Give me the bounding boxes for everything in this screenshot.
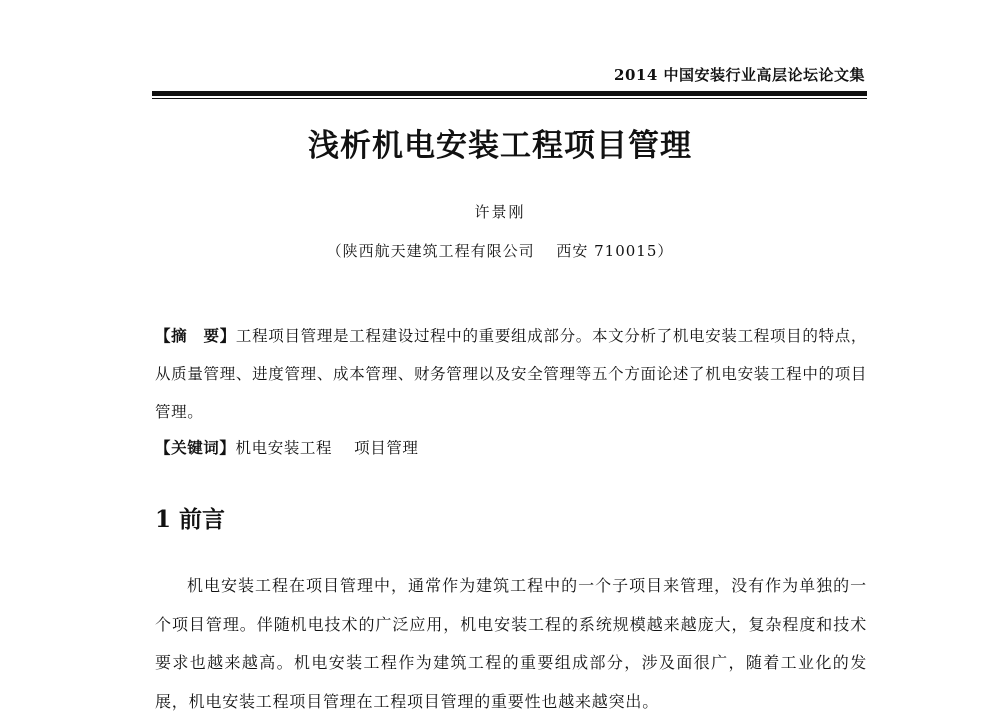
keywords-label: 【关键词】 [155, 438, 236, 457]
abstract-label: 【摘 要】 [155, 326, 236, 345]
abstract [155, 317, 867, 431]
header-rule-thick [152, 91, 867, 96]
header-rule-thin [152, 98, 867, 99]
paper-author: 许景刚 [474, 203, 526, 221]
paper-affiliation: （陕西航天建筑工程有限公司 西安 710015） [326, 242, 674, 260]
keyword-item: 机电安装工程 [235, 439, 333, 457]
running-title: 2014 中国安装行业高层论坛论文集 [614, 66, 865, 84]
section-heading: 1 前言 [155, 506, 226, 533]
keywords [155, 436, 419, 458]
keyword-item: 项目管理 [354, 439, 419, 457]
section-paragraph: 机电安装工程在项目管理中，通常作为建筑工程中的一个子项目来管理，没有作为单独的一个项目管理。伴随机电技术的广泛应用，机电安装工程的系统规模越来越庞大，复杂程度和技术要求也越来越高。机电安装工程作为建筑工程的重要组成部分，涉及面很广，随着工业化的发展，机电安装工程项目管理在工程项目管理的重要性也越来越突出。 [155, 576, 867, 711]
abstract-text: 工程项目管理是工程建设过程中的重要组成部分。本文分析了机电安装工程项目的特点，从质量管理、进度管理、成本管理、财务管理以及安全管理等五个方面论述了机电安装工程中的项目管理。 [155, 327, 867, 421]
paper-title: 浅析机电安装工程项目管理 [308, 128, 692, 164]
